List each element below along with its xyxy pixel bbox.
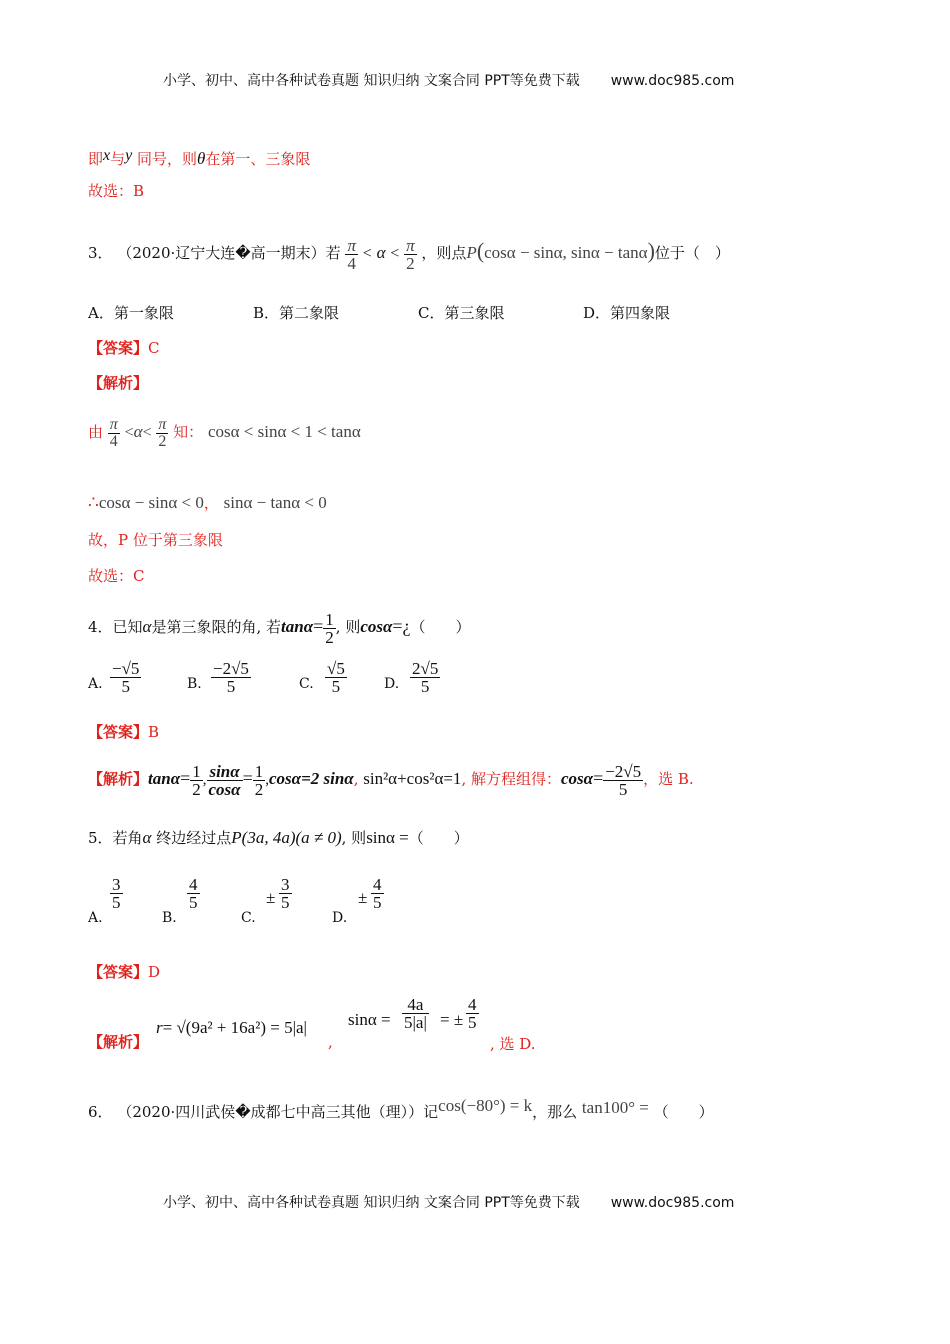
text: 由 bbox=[88, 423, 104, 441]
cos-alpha: cosα bbox=[360, 617, 393, 636]
question-tail: （ ） bbox=[408, 829, 469, 847]
question-6-stem bbox=[88, 1088, 714, 1124]
solution-4: 【解析】tanα= $\frac{1}{2}$ , $\frac{\sin\alpha}{\cos\alpha}$ = $\frac{1}{2}$ ,cosα=2 sinα, sin²α+cos²α=1, 解方程组得：cosα= $\frac{-2√5}{5}$ ，选 B. bbox=[88, 761, 694, 799]
less-than: < bbox=[124, 424, 134, 441]
prev-conclusion-line bbox=[88, 146, 310, 169]
fraction-4a-over-5a: $\frac{4a}{5|a|}$ bbox=[404, 995, 427, 1032]
fraction-one-half: $\frac{1}{2}$ bbox=[192, 761, 201, 799]
option-b-label[interactable]: B. bbox=[162, 910, 177, 926]
var-alpha: α bbox=[376, 243, 386, 262]
therefore-symbol: ∴ bbox=[88, 493, 99, 513]
less-than: < bbox=[390, 245, 400, 262]
answer-4 bbox=[88, 722, 159, 742]
option-c[interactable]: C．第三象限 bbox=[418, 304, 505, 322]
equals: = bbox=[313, 616, 324, 636]
var-y: y bbox=[125, 147, 133, 164]
inequality: cosα − sinα < 0 bbox=[98, 493, 204, 512]
inequality: sinα − tanα < 0 bbox=[223, 493, 327, 512]
solution-3-line3: 故，P 位于第三象限 bbox=[88, 531, 223, 549]
question-source: （2020·辽宁大连�高一期末）若 bbox=[117, 244, 341, 262]
question-5-options bbox=[88, 874, 408, 930]
option-c-label[interactable]: C. bbox=[299, 676, 314, 692]
text: 知： bbox=[173, 423, 204, 441]
text: 是第三象限的角, 若 bbox=[151, 618, 282, 636]
less-than: < bbox=[362, 245, 372, 262]
option-d[interactable]: D．第四象限 bbox=[583, 304, 671, 322]
option-d-label[interactable]: D. bbox=[384, 676, 400, 692]
question-5-stem bbox=[88, 818, 469, 858]
fraction-result: $\frac{-2√5}{5}$ bbox=[605, 761, 642, 799]
plus-minus: ± bbox=[266, 888, 276, 907]
sin-alpha: sinα = bbox=[348, 1010, 391, 1029]
answer-value: C bbox=[148, 339, 160, 357]
analysis-label: 【解析】 bbox=[88, 1033, 149, 1051]
tan-alpha: tanα bbox=[281, 617, 314, 636]
question-tail: 位于（ ） bbox=[654, 244, 730, 262]
less-than: < bbox=[142, 424, 152, 441]
fraction-pi-over-4: $\frac{\pi}{4}$ bbox=[109, 415, 118, 450]
option-a-value[interactable]: $\frac{-√5}{5}$ bbox=[112, 659, 140, 696]
analysis-label: 【解析】 bbox=[88, 374, 149, 392]
question-3-stem: 3． （2020·辽宁大连�高一期末）若 $\frac{\pi}{4}$ < α < $\frac{\pi}{2}$ ，则点P(cosα − sinα, sinα − tanα)位于（ ） bbox=[88, 235, 730, 273]
pythagorean-identity: sin²α+cos²α=1 bbox=[363, 769, 462, 788]
text: ，则点 bbox=[421, 244, 467, 262]
option-a[interactable]: A．第一象限 bbox=[88, 304, 174, 322]
equals: = bbox=[180, 768, 191, 788]
text: ， bbox=[203, 494, 219, 512]
question-tail: （ ） bbox=[653, 1103, 714, 1121]
point-p: P bbox=[466, 243, 477, 262]
answer-label: 【答案】 bbox=[88, 963, 149, 981]
equals: = bbox=[242, 768, 253, 788]
question-number: 6． bbox=[88, 1103, 113, 1121]
question-4-options bbox=[88, 660, 548, 708]
expression: cos(−80°) = k bbox=[438, 1096, 533, 1115]
var-alpha: α bbox=[142, 617, 152, 636]
option-d-value[interactable]: $\frac{2√5}{5}$ bbox=[412, 659, 439, 696]
header-url[interactable]: www.doc985.com bbox=[610, 73, 735, 89]
question-number: 3． bbox=[88, 244, 113, 262]
question-4-stem bbox=[88, 604, 471, 648]
answer-3 bbox=[88, 338, 160, 358]
footer-text: 小学、初中、高中各种试卷真题 知识归纳 文案合同 PPT等免费下载 bbox=[163, 1195, 580, 1211]
text: ，选 B. bbox=[643, 770, 694, 788]
option-b[interactable]: B．第二象限 bbox=[253, 304, 340, 322]
question-tail: （ ） bbox=[410, 618, 471, 636]
point-expression: cosα − sinα, sinα − tanα bbox=[484, 243, 648, 262]
equation: cosα=2 sinα bbox=[269, 769, 354, 788]
var-x: x bbox=[103, 147, 111, 164]
fraction-4-over-5: $\frac{4}{5}$ bbox=[468, 995, 477, 1032]
page-header bbox=[163, 70, 734, 90]
option-d-value[interactable]: $\frac{4}{5}$ bbox=[373, 875, 382, 912]
text: , 选 D. bbox=[490, 1035, 536, 1053]
text: , 则 bbox=[335, 618, 361, 636]
option-c-value[interactable]: $\frac{√5}{5}$ bbox=[327, 659, 345, 696]
answer-value: B bbox=[148, 723, 160, 741]
option-a-value[interactable]: $\frac{3}{5}$ bbox=[112, 875, 121, 912]
solution-3-line2 bbox=[88, 493, 327, 513]
header-text: 小学、初中、高中各种试卷真题 知识归纳 文案合同 PPT等免费下载 bbox=[163, 73, 580, 89]
question-source: （2020·四川武侯�成都七中高三其他（理））记 bbox=[117, 1103, 439, 1121]
option-d-label[interactable]: D. bbox=[332, 910, 348, 926]
analysis-label: 【解析】 bbox=[88, 770, 149, 788]
var-alpha: α bbox=[142, 828, 152, 847]
text: 与 bbox=[110, 150, 126, 168]
page-footer bbox=[163, 1192, 734, 1212]
comma: , bbox=[202, 772, 207, 788]
plus-minus: ± bbox=[358, 888, 368, 907]
fraction-pi-over-2: $\frac{\pi}{2}$ bbox=[406, 235, 415, 273]
tan-expression: tan100° = bbox=[581, 1098, 649, 1117]
tan-alpha: tanα bbox=[148, 769, 181, 788]
text: 5．若角 bbox=[88, 829, 143, 847]
equals-plus-minus: = ± bbox=[440, 1010, 464, 1029]
r-expression: r= √(9a² + 16a²) = 5|a| bbox=[156, 1018, 307, 1037]
answer-value: D bbox=[148, 963, 161, 981]
option-b-value[interactable]: $\frac{4}{5}$ bbox=[189, 875, 198, 912]
footer-url[interactable]: www.doc985.com bbox=[610, 1195, 735, 1211]
option-b-value[interactable]: $\frac{-2√5}{5}$ bbox=[213, 659, 249, 696]
text: ，那么 bbox=[532, 1103, 578, 1121]
option-b-label[interactable]: B. bbox=[187, 676, 202, 692]
text: 同号，则 bbox=[137, 150, 198, 168]
inequality: cosα < sinα < 1 < tanα bbox=[207, 422, 361, 441]
sin-alpha: sinα = bbox=[366, 828, 409, 847]
text: 终边经过点 bbox=[156, 829, 232, 847]
answer-5 bbox=[88, 962, 160, 982]
fraction-pi-over-4: $\frac{\pi}{4}$ bbox=[347, 235, 356, 273]
option-a-label[interactable]: A. bbox=[88, 676, 103, 692]
equals-mark: =¿ bbox=[392, 616, 411, 636]
prev-choice: 故选：B bbox=[88, 182, 145, 200]
fraction-pi-over-2: $\frac{\pi}{2}$ bbox=[158, 415, 167, 450]
option-c-value[interactable]: $\frac{3}{5}$ bbox=[281, 875, 290, 912]
fraction-one-half: $\frac{1}{2}$ bbox=[254, 761, 264, 799]
var-alpha: α bbox=[133, 422, 143, 441]
equals: = bbox=[593, 768, 604, 788]
answer-label: 【答案】 bbox=[88, 723, 149, 741]
fraction-sin-over-cos: $\frac{\sin\alpha}{\cos\alpha}$ bbox=[208, 761, 241, 799]
option-a-label[interactable]: A. bbox=[88, 910, 103, 926]
comma: , bbox=[328, 1033, 333, 1051]
text: 即 bbox=[88, 150, 104, 168]
fraction-one-half: $\frac{1}{2}$ bbox=[325, 609, 334, 647]
var-theta: θ bbox=[197, 149, 206, 168]
option-c-label[interactable]: C. bbox=[241, 910, 256, 926]
text: , 则 bbox=[341, 829, 367, 847]
solution-3-line1 bbox=[88, 407, 361, 457]
comma: , bbox=[265, 772, 269, 788]
text: 4．已知 bbox=[88, 618, 143, 636]
text: , 解方程组得： bbox=[461, 770, 561, 788]
answer-label: 【答案】 bbox=[88, 339, 149, 357]
solution-5 bbox=[88, 994, 608, 1054]
solution-3-choice: 故选：C bbox=[88, 567, 145, 585]
point-p: P(3a, 4a)(a ≠ 0) bbox=[231, 828, 342, 847]
text: 在第一、三象限 bbox=[205, 150, 311, 168]
cos-alpha: cosα bbox=[560, 769, 594, 788]
